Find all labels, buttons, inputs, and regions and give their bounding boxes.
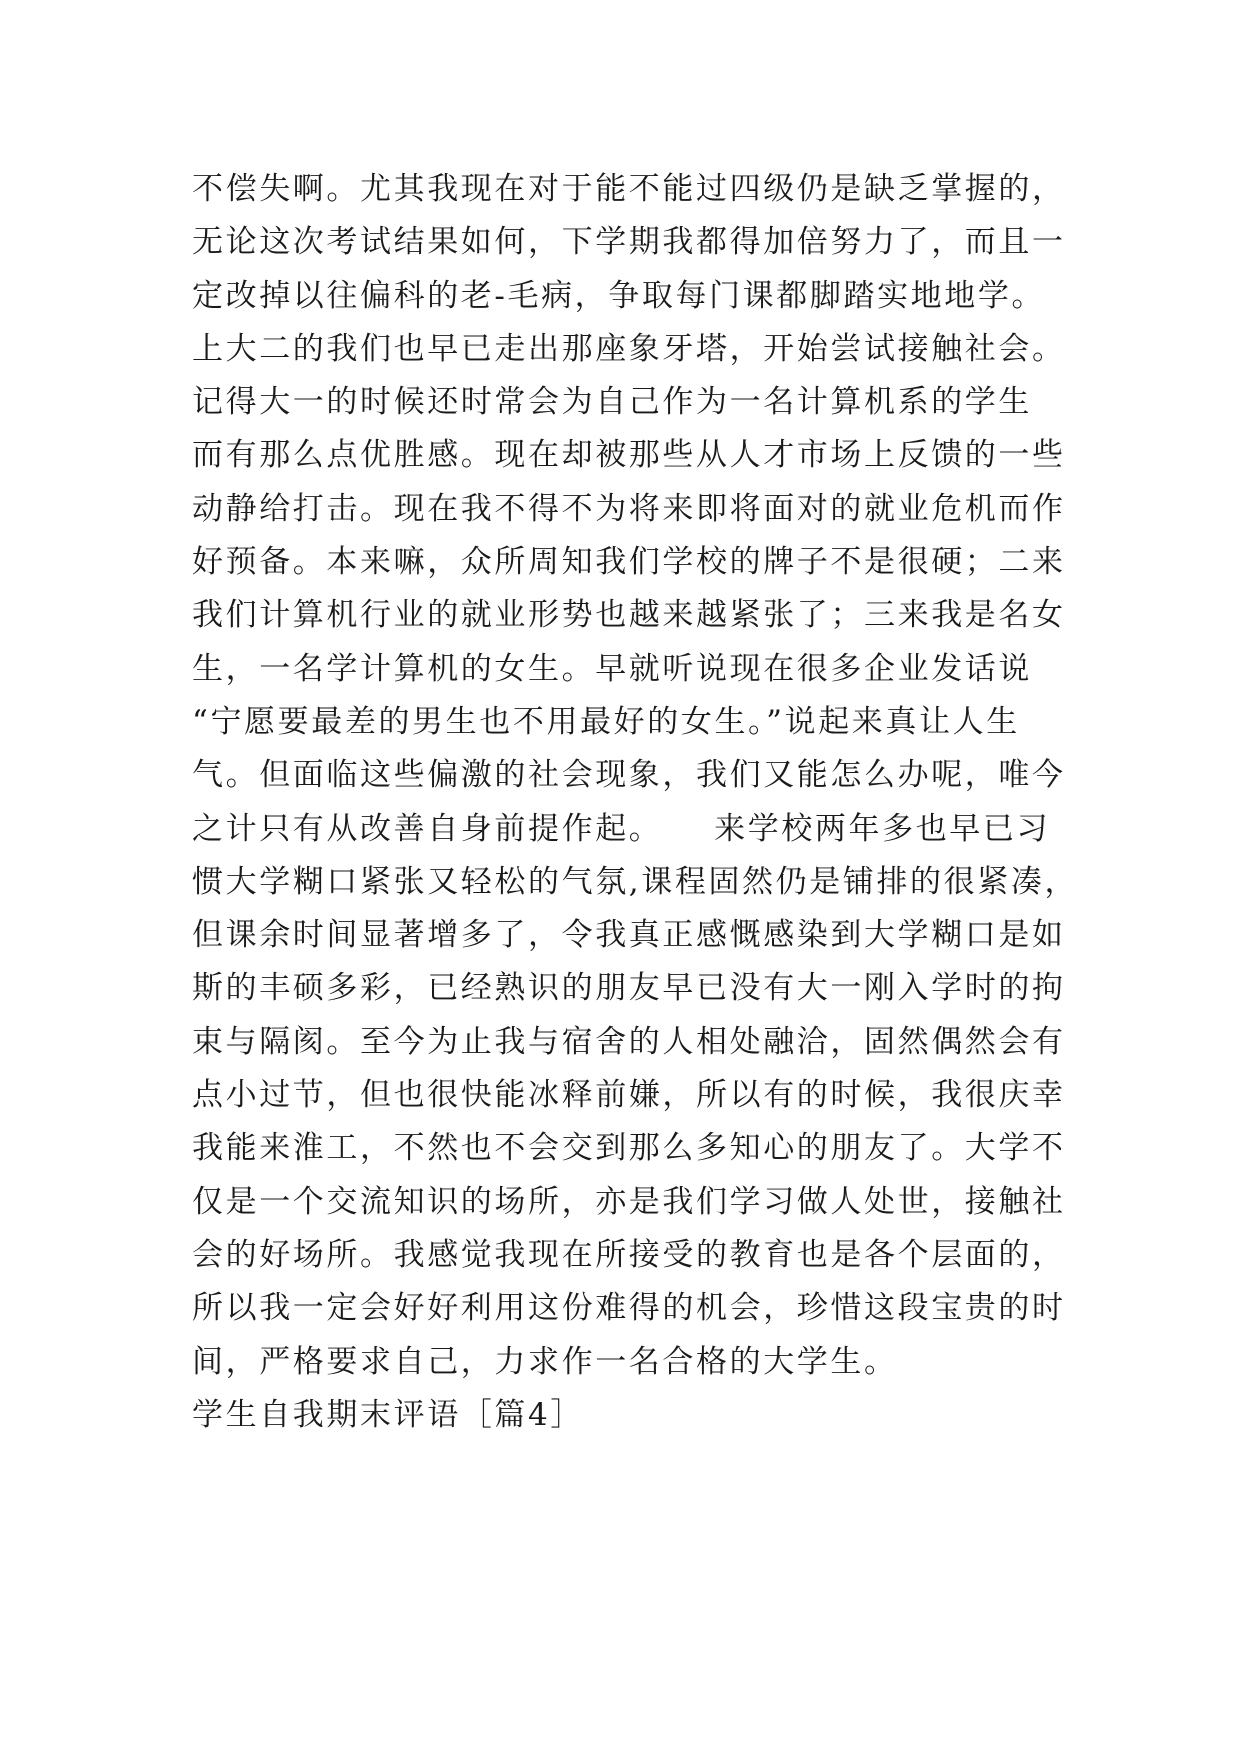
text-line: 会的好场所。我感觉我现在所接受的教育也是各个层面的，	[192, 1236, 1066, 1273]
text-line: 不偿失啊。尤其我现在对于能不能过四级仍是缺乏掌握的，	[192, 171, 1066, 207]
text-line: 束与隔阂。至今为止我与宿舍的人相处融洽，固然偶然会有	[192, 1023, 1066, 1060]
text-line: 所以我一定会好好利用这份难得的机会，珍惜这段宝贵的时	[192, 1290, 1066, 1327]
text-line: 斯的丰硕多彩，已经熟识的朋友早已没有大一刚入学时的拘	[192, 970, 1066, 1007]
text-line: 无论这次考试结果如何，下学期我都得加倍努力了，而且一	[192, 224, 1066, 261]
text-line: 定改掉以往偏科的老-毛病，争取每门课都脚踏实地地学。	[192, 277, 1046, 314]
text-line: 仅是一个交流知识的场所，亦是我们学习做人处世，接触社	[192, 1183, 1066, 1220]
section-heading: 学生自我期末评语［篇4］	[192, 1396, 584, 1433]
text-line: 但课余时间显著增多了，令我真正感慨感染到大学糊口是如	[192, 917, 1066, 954]
text-line: 而有那么点优胜感。现在却被那些从人才市场上反馈的一些	[192, 437, 1066, 474]
text-line: 我能来淮工，不然也不会交到那么多知心的朋友了。大学不	[192, 1130, 1066, 1167]
text-line: 动静给打击。现在我不得不为将来即将面对的就业危机而作	[192, 490, 1066, 527]
text-line: 好预备。本来嘛，众所周知我们学校的牌子不是很硬；二来	[192, 544, 1066, 581]
text-line: 气。但面临这些偏激的社会现象，我们又能怎么办呢，唯今	[192, 757, 1066, 794]
text-line: 上大二的我们也早已走出那座象牙塔，开始尝试接触社会。	[192, 330, 1066, 367]
text-line: 我们计算机行业的就业形势也越来越紧张了；三来我是名女	[192, 597, 1066, 634]
text-line: 间，严格要求自己，力求作一名合格的大学生。	[192, 1343, 898, 1380]
text-line: 点小过节，但也很快能冰释前嫌，所以有的时候，我很庆幸	[192, 1077, 1066, 1114]
text-line: “宁愿要最差的男生也不用最好的女生。”说起来真让人生	[192, 703, 1020, 740]
body-text	[192, 163, 1079, 1442]
text-line: 生，一名学计算机的女生。早就听说现在很多企业发话说	[192, 650, 1032, 687]
text-line: 记得大一的时候还时常会为自己作为一名计算机系的学生	[192, 384, 1032, 421]
text-line: 惯大学糊口紧张又轻松的气氛,课程固然仍是铺排的很紧凑，	[192, 863, 1079, 900]
text-line: 之计只有从改善自身前提作起。 来学校两年多也早已习	[192, 810, 1051, 847]
